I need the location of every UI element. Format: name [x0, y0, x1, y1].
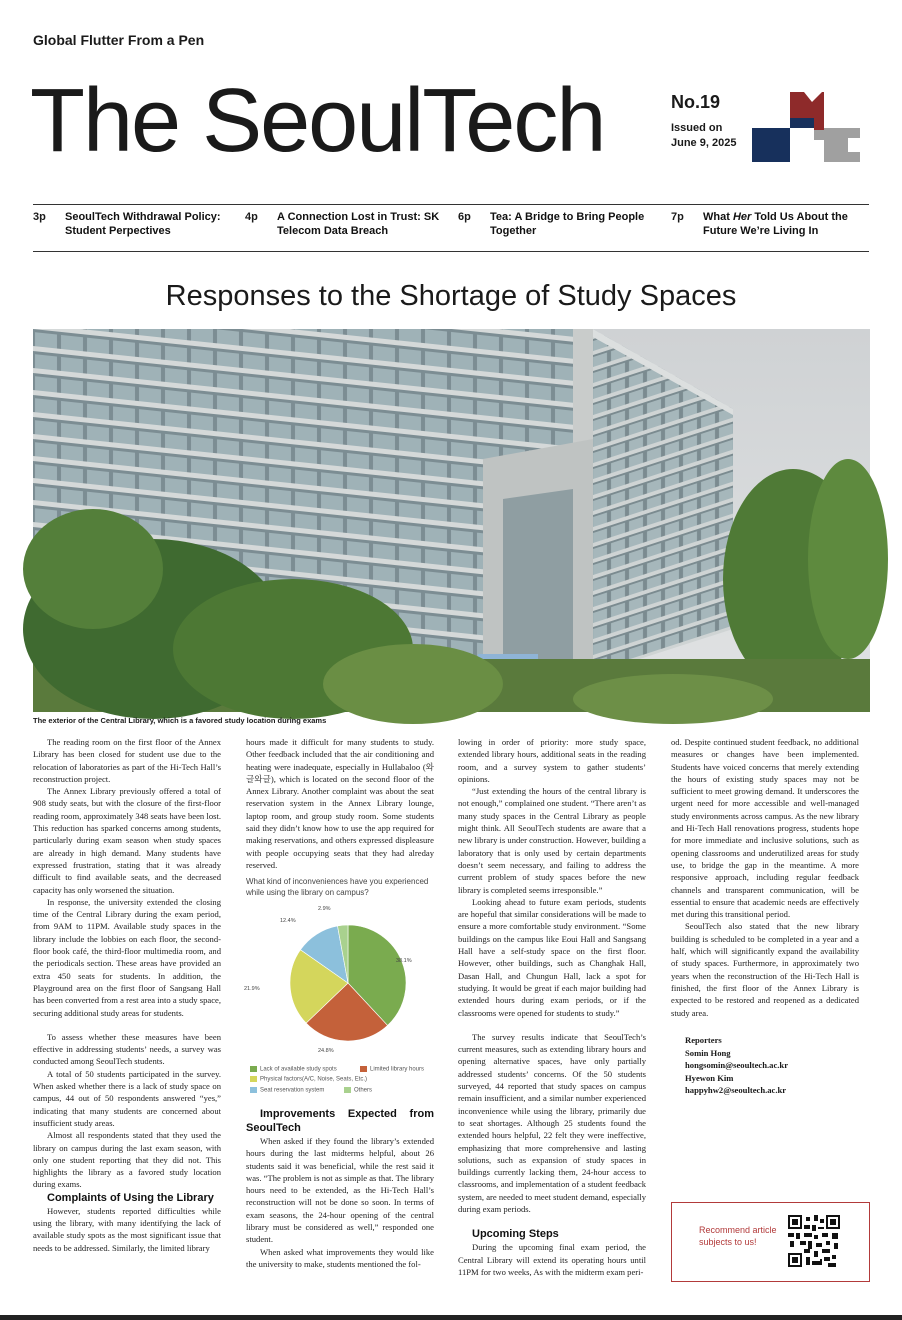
survey-pie-chart [246, 876, 446, 1098]
toc-page: 4p [245, 211, 258, 223]
paragraph: od. Despite continued student feedback, no additional measures or changes have been implemented. Students have voiced concerns that merely extending the hours of existing study spaces may not be sufficient to meet growing demand. It underscores the urgent need for more accessible and well-managed study environments across campus. As the new library and Hi-Tech Hall renovations progress, students hope for more immediate and inclusive solutions, such as opening classrooms and underutilized areas for study use, to bridge the gap in the meantime. A more responsive approach, including regular feedback channels and transparent communication, will be essential to ensure that academic needs are effectively met during this transitional period. [671, 737, 859, 920]
article-column-2 [246, 736, 434, 871]
legend-label: Lack of available study spots [260, 1066, 337, 1073]
article-column-3 [458, 736, 646, 1278]
recommend-box[interactable] [671, 1202, 870, 1282]
paragraph: To assess whether these measures have been effective in addressing students’ needs, a survey was conducted among SeoulTech students. [33, 1031, 221, 1067]
toc-title: A Connection Lost in Trust: SK Telecom Data Breach [277, 211, 440, 237]
issue-number: No.19 [671, 92, 721, 112]
subheading-upcoming: Upcoming Steps [472, 1228, 559, 1241]
reporter-email[interactable]: happyhw2@seoultech.ac.kr [685, 1085, 787, 1095]
reporter-email[interactable]: hongsomin@seoultech.ac.kr [685, 1060, 789, 1070]
reporter-name: Hyewon Kim [685, 1072, 734, 1083]
legend-label: Others [354, 1087, 373, 1094]
paragraph: The Annex Library previously offered a total of 908 study seats, but with the closure of the first-floor reading room, approximately 348 seats have been lost. This reduction has sparked concerns among students, particularly during exam season when study spaces are already in high demand. Many students have expressed frustration, stating that it was already difficult to find available seats, and the decreased capacity has only worsened the situation. [33, 786, 221, 895]
pie-chart-plot [246, 898, 446, 1068]
paragraph: However, students reported difficulties while using the library, with many identifying the lack of available study spots as the most significant issue that needs to be addressed. Similarly, the limited library [33, 1205, 221, 1253]
paragraph: “Just extending the hours of the central library is not enough,” complained one student. “There aren’t as many study spaces in the Central Library as people might think. All SeoulTech students are aware that a new library is under construction. However, building a laboratory that is only used by certain departments doesn’t seem necessary, and failing to address the current problem of study spaces before the new library is completed seems irresponsible.” [458, 786, 646, 895]
pie-value-label: 21.9% [244, 986, 260, 992]
paragraph: lowing in order of priority: more study space, extended library hours, additional seats in the reading room, and a survey system to gather students’ opinions. [458, 737, 646, 784]
legend-entry [360, 1066, 424, 1073]
paragraph: In response, the university extended the closing time of the Central Library during the exam period, from 9AM to 11PM. Available study spaces in the library include the lobbies on each floor, the second-floor book café, the third-floor multimedia room, and the periodicals section. These areas have provided an extra 450 seats for students. In addition, the Playground area on the first floor of Sangsang Hall has been converted from a rest area into a study space, securing additional study areas for students. [33, 896, 221, 1018]
legend-swatch [344, 1087, 351, 1093]
reporters-label: Reporters [685, 1035, 722, 1045]
tagline: Global Flutter From a Pen [33, 32, 205, 48]
legend-entry [250, 1076, 367, 1083]
article-column-1 [33, 736, 221, 1254]
paragraph: The survey results indicate that SeoulTech’s current measures, such as extending library hours and opening alternative spaces, have only partially addressed students’ concerns. Of the 50 students surveyed, 44 reported that study spaces on campus remain insufficient, and a similar number experienced inconvenience while using the library, primarily due to seat shortages. Although 25 students found the extended hours helpful, 22 felt they were ineffective, emphasizing that more comprehensive and lasting solutions, such as expansion of study spaces in buildings currently lacking them, 24-hour access to classrooms, and implementation of a student feedback system, are needed to meet student demand, especially during exam periods. [458, 1031, 646, 1214]
qr-code-icon[interactable] [788, 1215, 840, 1267]
paragraph: Looking ahead to future exam periods, students are hopeful that similar considerations will be made to ensure a more comfortable study environment. “Some buildings on the campus like Eoui Hall and Sangsang Hall have a self-study space on the first floor. However, other buildings, such as Changhak Hall, Dasan Hall, and Chungun Hall, lack a spot for studying. It would be great if each major building had extended hours during exam periods, or if the classrooms were opened for students to study.” [458, 896, 646, 1018]
paragraph: When asked if they found the library’s extended hours during the last midterms helpful, about 26 students said it was beneficial, while the rest said it was. “The problem is not as simple as that. The library hours need to be extended, as the Hi-Tech Hall’s reconstruction will not be done so soon. In terms of exam seasons, the 24-hour opening of the central library must be considered as well,” responded one student. [246, 1136, 434, 1245]
legend-label: Physical factors(A/C, Noise, Seats, Etc.) [260, 1076, 368, 1083]
paragraph: The reading room on the first floor of the Annex Library has been closed for student use due to the relocation of laboratories as part of the Hi-Tech Hall’s reconstruction project. [33, 737, 221, 784]
chart-title: What kind of inconveniences have you experienced while using the library on campus? [246, 877, 429, 897]
pie-value-label: 38.1% [396, 958, 412, 964]
toc-page: 3p [33, 211, 46, 223]
seoultech-logo-icon [752, 92, 862, 164]
table-of-contents [33, 210, 869, 244]
toc-divider [33, 251, 869, 252]
legend-label: Seat reservation system [260, 1087, 325, 1094]
legend-entry [250, 1087, 324, 1094]
pie-value-label: 12.4% [280, 918, 296, 924]
recommend-text: Recommend article subjects to us! [699, 1225, 777, 1247]
pie-value-label: 2.9% [318, 906, 331, 912]
photo-caption: The exterior of the Central Library, which is a favored study location during exams [33, 716, 327, 725]
legend-swatch [360, 1066, 367, 1072]
paragraph: SeoulTech also stated that the new library building is scheduled to be completed in a year and a half, which will significantly expand the availability of study spaces. Furthermore, in approximately two years when the reconstruction of the Hi-Tech Hall is finished, the first floor of the Annex Library is expected to be restored and reopened as a dedicated study area. [671, 921, 859, 1018]
subheading-improvements: Improvements Expected from SeoulTech [246, 1108, 434, 1134]
legend-label: Limited library hours [370, 1066, 425, 1073]
toc-title: What Her Told Us About the Future We’re Living In [703, 211, 848, 237]
subheading-complaints: Complaints of Using the Library [47, 1191, 214, 1204]
article-column-4 [671, 736, 859, 1019]
legend-swatch [250, 1066, 257, 1072]
article-column-2-bottom [246, 1107, 434, 1270]
paragraph: hours made it difficult for many students to study. Other feedback included that the air conditioning and heating were inadequate, especially in Hullabaloo (와글와글), which is located on the second floor of the Annex Library. Another complaint was about the seat reservation system in the Annex Library lounge, laptop room, and group study room. Some students said they didn’t know how to use the app required for making reservations, and others expressed displeasure with people occupying seats that they had alreday reserved. [246, 737, 434, 870]
pie-value-label: 24.8% [318, 1048, 334, 1054]
paragraph: Almost all respondents stated that they used the library on campus during the last exam season, with only one student reporting that they did not. This highlights the library as a favored study location during exams. [33, 1130, 221, 1190]
header-divider [33, 204, 869, 205]
toc-page: 6p [458, 211, 471, 223]
legend-swatch [250, 1076, 257, 1082]
paragraph: When asked what improvements they would like the university to make, students mentioned the fol- [246, 1246, 434, 1269]
article-headline: Responses to the Shortage of Study Spaces [165, 280, 737, 312]
bottom-bar [0, 1315, 902, 1320]
toc-page: 7p [671, 211, 684, 223]
library-building-photo [33, 329, 870, 712]
toc-title: SeoulTech Withdrawal Policy: Student Perpectives [65, 211, 221, 237]
paragraph: During the upcoming final exam period, the Central Library will extend its operating hours until 11PM for two weeks, As with the midterm exam peri- [458, 1242, 646, 1277]
legend-swatch [250, 1087, 257, 1093]
reporters-block [685, 1034, 788, 1097]
reporter-name: Somin Hong [685, 1047, 731, 1058]
issue-date: Issued on June 9, 2025 [671, 122, 737, 149]
legend-entry [250, 1066, 337, 1073]
paragraph: A total of 50 students participated in the survey. When asked whether there is a lack of study space on campus, 44 out of 50 respondents answered “yes,” indicating that many students are concerned about insufficient study areas. [33, 1068, 221, 1128]
masthead-title: The SeoulTech [30, 71, 605, 171]
toc-title: Tea: A Bridge to Bring People Together [490, 211, 645, 237]
legend-entry [344, 1087, 372, 1094]
